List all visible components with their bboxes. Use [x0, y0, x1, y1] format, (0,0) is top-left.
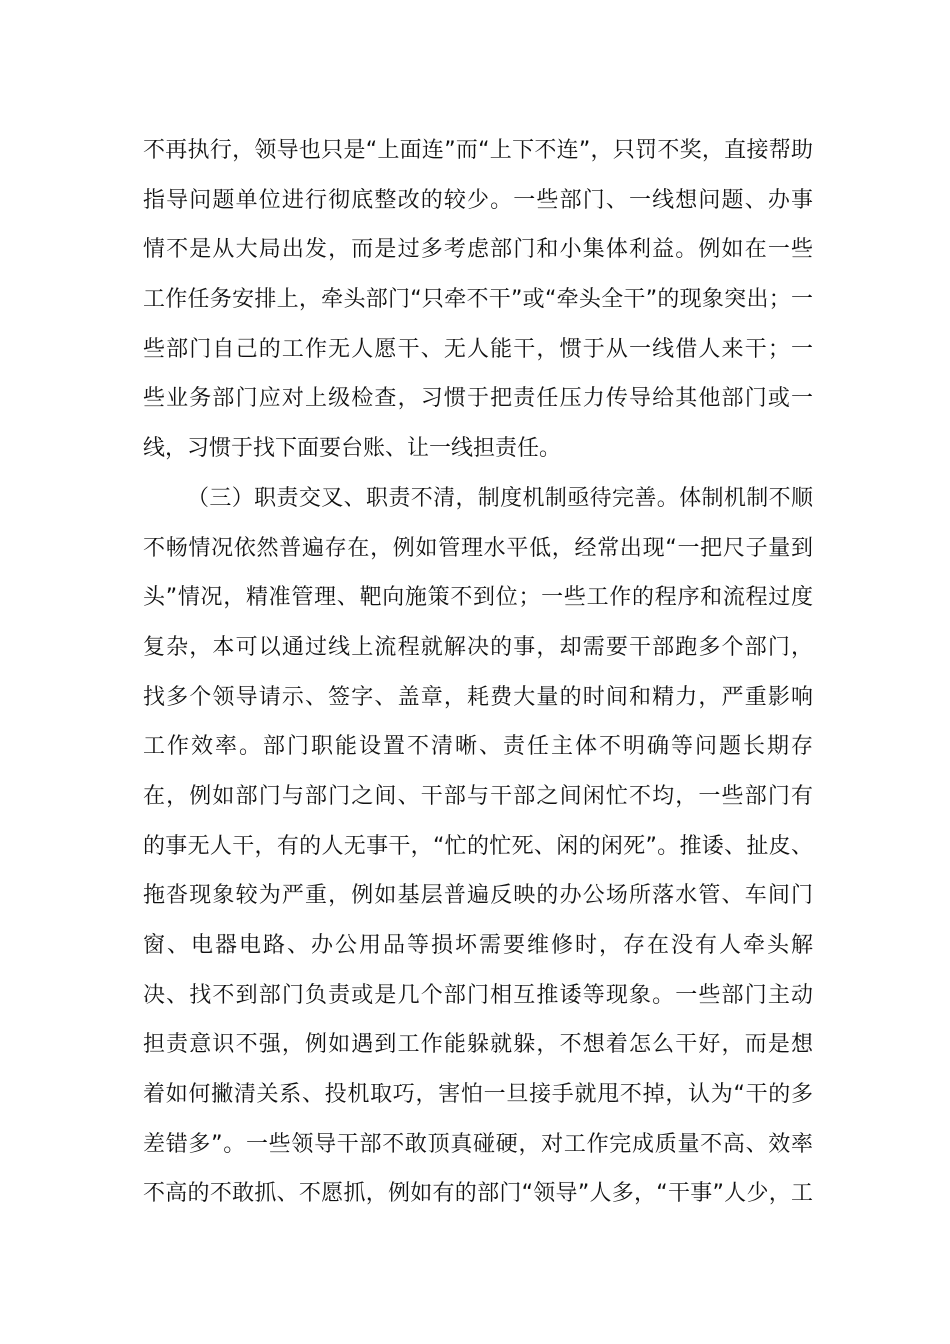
text-line: 着如何撇清关系、投机取巧，害怕一旦接手就甩不掉，认为“干的多: [143, 1082, 813, 1108]
text-line: 工作效率。部门职能设置不清晰、责任主体不明确等问题长期存: [143, 734, 813, 760]
body-text: [143, 126, 813, 1219]
text-line: 头”情况，精准管理、靶向施策不到位；一些工作的程序和流程过度: [143, 585, 813, 611]
text-line: 不畅情况依然普遍存在，例如管理水平低，经常出现“一把尺子量到: [143, 535, 813, 561]
text-line: 复杂，本可以通过线上流程就解决的事，却需要干部跑多个部门，: [143, 634, 813, 660]
text-line: 工作任务安排上，牵头部门“只牵不干”或“牵头全干”的现象突出；一: [143, 287, 813, 313]
text-line: 线，习惯于找下面要台账、让一线担责任。: [143, 436, 562, 462]
text-line: 些业务部门应对上级检查，习惯于把责任压力传导给其他部门或一: [143, 386, 813, 412]
text-line: 在，例如部门与部门之间、干部与干部之间闲忙不均，一些部门有: [143, 783, 813, 809]
text-line: 不再执行，领导也只是“上面连”而“上下不连”，只罚不奖，直接帮助: [143, 138, 813, 163]
section-heading-line: （三）职责交叉、职责不清，制度机制亟待完善。体制机制不顺: [187, 485, 813, 511]
text-line: 决、找不到部门负责或是几个部门相互推诿等现象。一些部门主动: [143, 982, 813, 1008]
text-line: 找多个领导请示、签字、盖章，耗费大量的时间和精力，严重影响: [143, 684, 813, 710]
text-line: 拖沓现象较为严重，例如基层普遍反映的办公场所落水管、车间门: [143, 883, 813, 909]
text-line: 不高的不敢抓、不愿抓，例如有的部门“领导”人多，“干事”人少，工: [143, 1181, 813, 1207]
text-line: 的事无人干，有的人无事干，“忙的忙死、闲的闲死”。推诿、扯皮、: [143, 833, 813, 859]
text-line: 些部门自己的工作无人愿干、无人能干，惯于从一线借人来干；一: [143, 336, 813, 362]
text-line: 担责意识不强，例如遇到工作能躲就躲，不想着怎么干好，而是想: [143, 1032, 813, 1058]
text-line: 指导问题单位进行彻底整改的较少。一些部门、一线想问题、办事: [143, 187, 813, 213]
text-line: 差错多”。一些领导干部不敢顶真碰硬，对工作完成质量不高、效率: [143, 1131, 813, 1157]
text-line: 情不是从大局出发，而是过多考虑部门和小集体利益。例如在一些: [143, 237, 813, 263]
text-line: 窗、电器电路、办公用品等损坏需要维修时，存在没有人牵头解: [143, 933, 813, 958]
